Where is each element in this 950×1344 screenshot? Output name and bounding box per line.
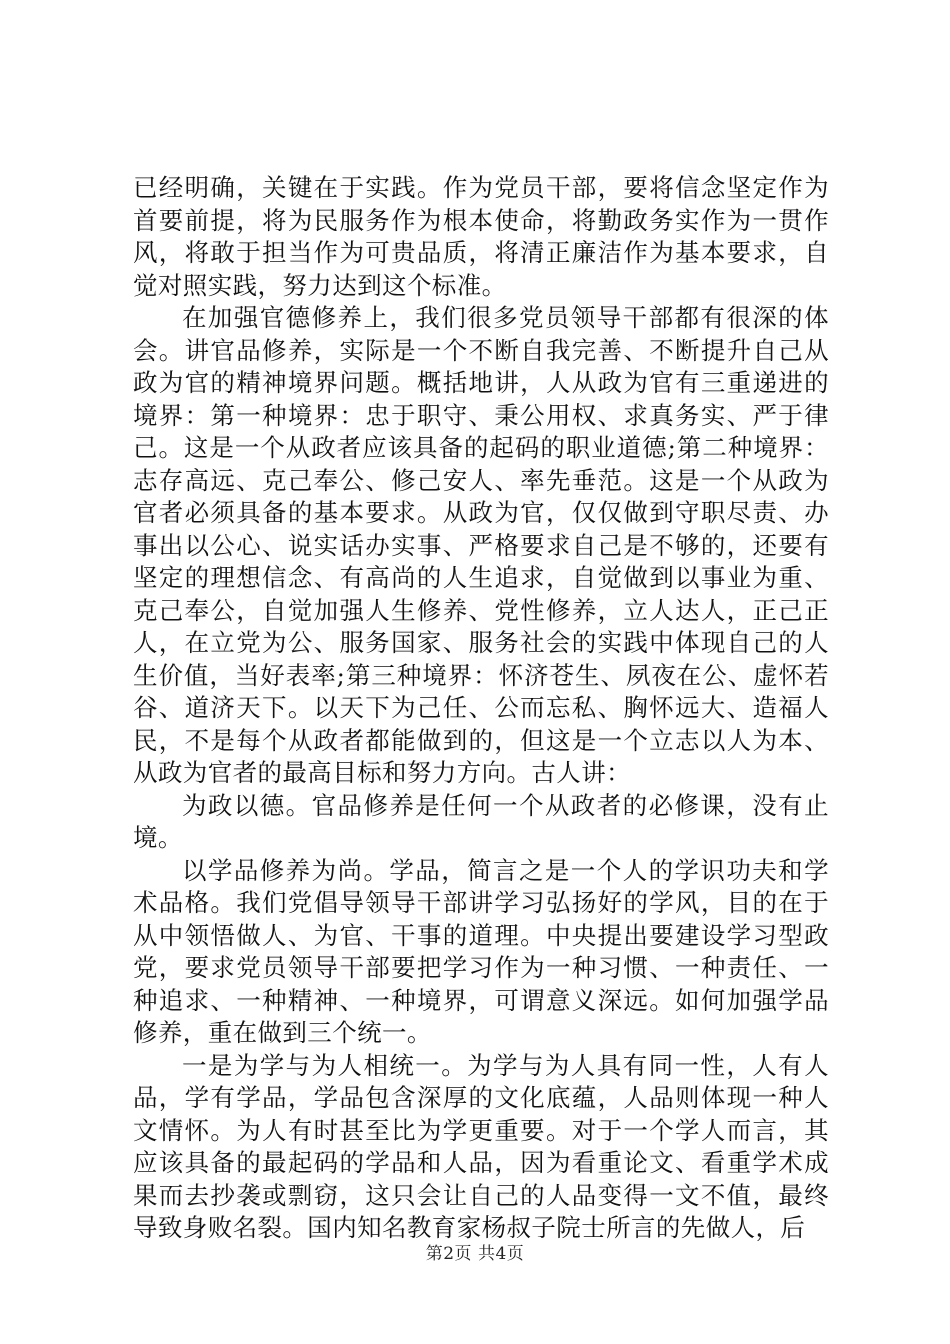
- paragraph-4: 以学品修养为尚。学品，简言之是一个人的学识功夫和学术品格。我们党倡导领导干部讲学习弘扬好的学风，目的在于从中领悟做人、为官、干事的道理。中央提出要建设学习型政党，要求党员领导干部要把学习作为一种习惯、一种责任、一种追求、一种精神、一种境界，可谓意义深远。如何加强学品修养，重在做到三个统一。: [133, 855, 829, 1047]
- paragraph-2: 在加强官德修养上，我们很多党员领导干部都有很深的体会。讲官品修养，实际是一个不断自我完善、不断提升自己从政为官的精神境界问题。概括地讲，人从政为官有三重递进的境界：第一种境界：忠于职守、秉公用权、求真务实、严于律己。这是一个从政者应该具备的起码的职业道德;第二种境界：志存高远、克己奉公、修己安人、率先垂范。这是一个从政为官者必须具备的基本要求。从政为官，仅仅做到守职尽责、办事出以公心、说实话办实事、严格要求自己是不够的，还要有坚定的理想信念、有高尚的人生追求，自觉做到以事业为重、克己奉公，自觉加强人生修养、党性修养，立人达人，正己正人，在立党为公、服务国家、服务社会的实践中体现自己的人生价值，当好表率;第三种境界：怀济苍生、夙夜在公、虚怀若谷、道济天下。以天下为己任、公而忘私、胸怀远大、造福人民，不是每个从政者都能做到的，但这是一个立志以人为本、从政为官者的最高目标和努力方向。古人讲：: [133, 303, 829, 787]
- paragraph-1: 已经明确，关键在于实践。作为党员干部，要将信念坚定作为首要前提，将为民服务作为根本使命，将勤政务实作为一贯作风，将敢于担当作为可贵品质，将清正廉洁作为基本要求，自觉对照实践，努力达到这个标准。: [133, 173, 829, 300]
- paragraph-5: 一是为学与为人相统一。为学与为人具有同一性，人有人品，学有学品，学品包含深厚的文化底蕴，人品则体现一种人文情怀。为人有时甚至比为学更重要。对于一个学人而言，其应该具备的最起码的学品和人品，因为看重论文、看重学术成果而去抄袭或剽窃，这只会让自己的人品变得一文不值，最终导致身败名裂。国内知名教育家杨叔子院士所言的先做人，后: [133, 1050, 829, 1242]
- paragraph-3: 为政以德。官品修养是任何一个从政者的必修课，没有止境。: [133, 790, 829, 852]
- page-number-footer: 第2页 共4页: [425, 1244, 525, 1264]
- document-body: [133, 172, 829, 1245]
